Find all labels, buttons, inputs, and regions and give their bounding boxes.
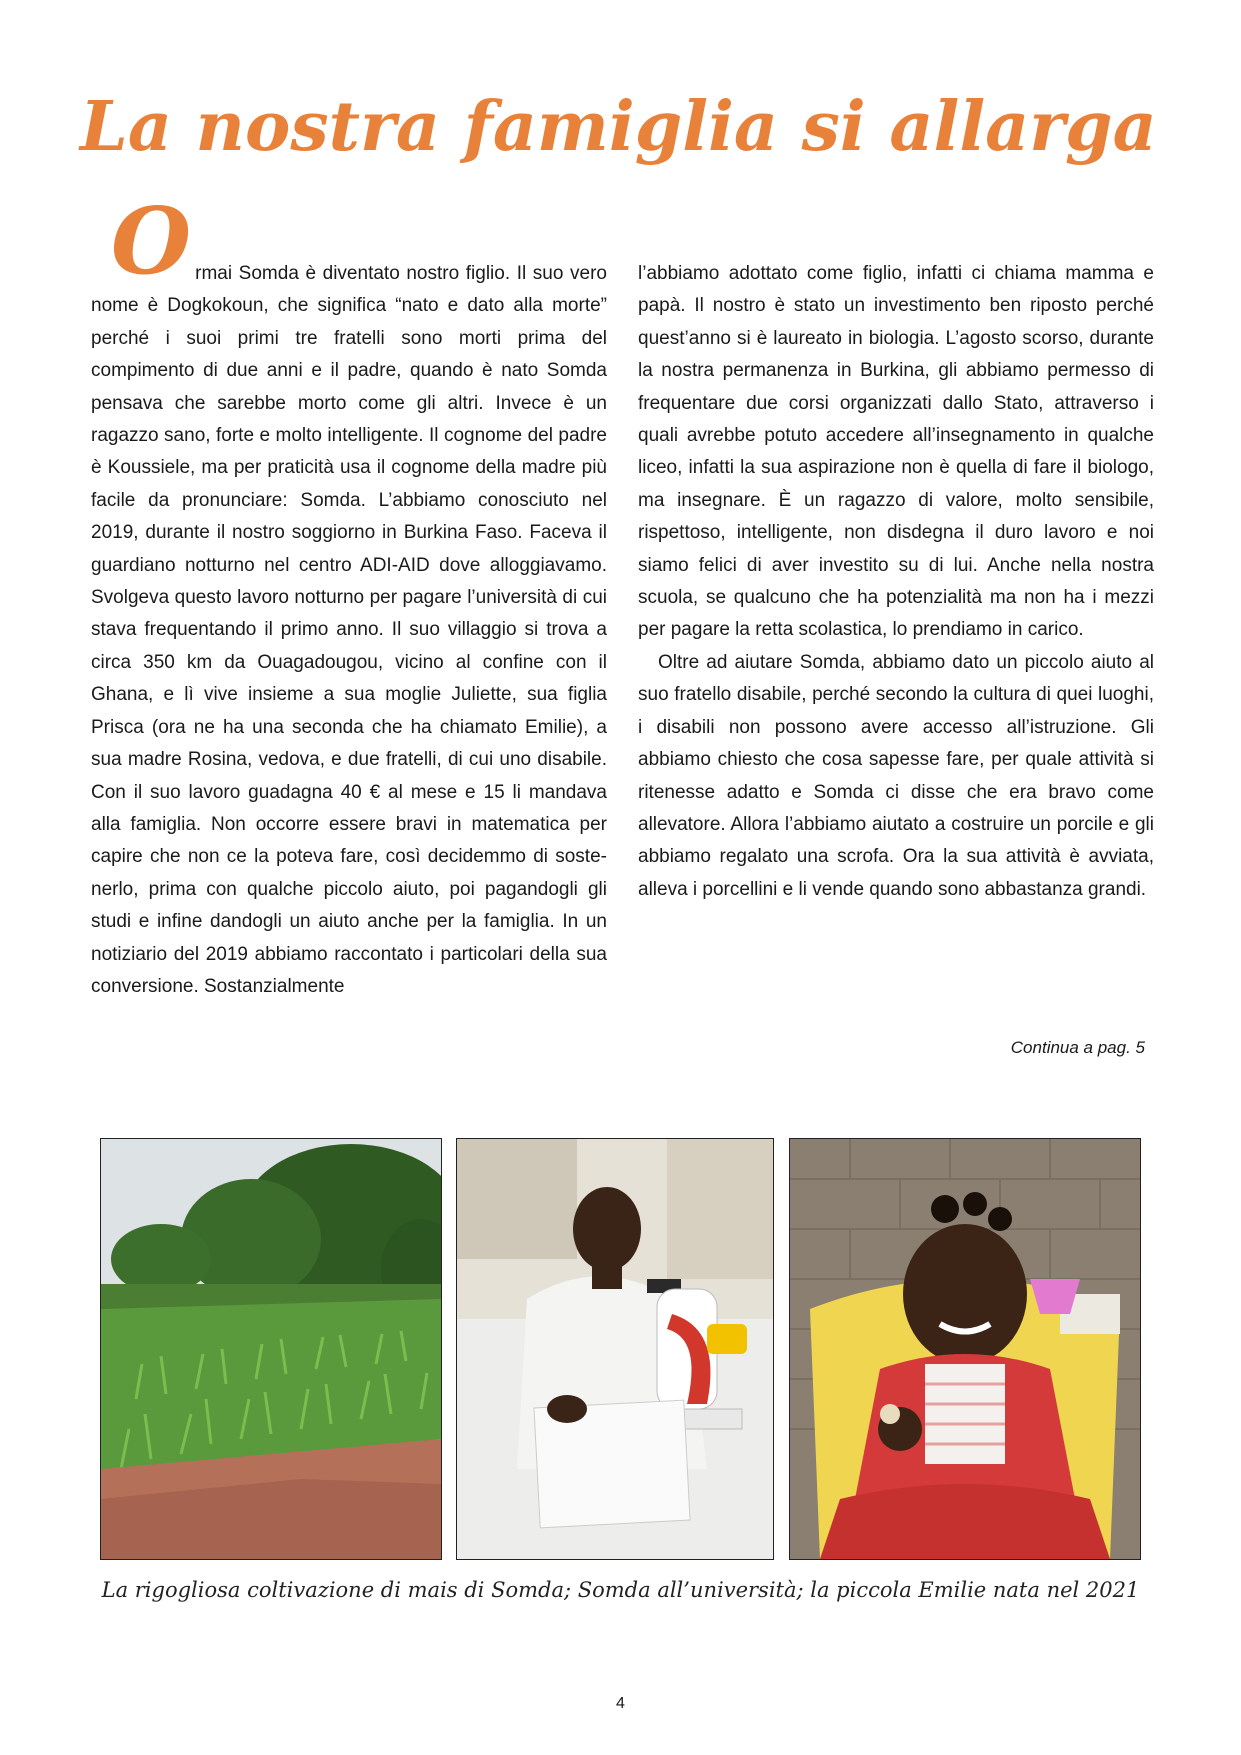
article-paragraph: l’abbiamo adottato come figlio, infatti ci chiama mamma e papà. Il nostro è stato un investimento ben riposto perché quest’anno si è laureato in biologia. L’agosto scorso, durante la nostra permanenza in Burkina, gli abbiamo permesso di frequentare due corsi organizzati dallo Stato, attraverso i quali avrebbe potuto accedere all’insegnamento in qualche liceo, infatti la sua aspirazione non è quella di fare il biologo, ma insegnare. È un ragazzo di valore, molto sensibile, rispettoso, intelligente, non disdegna il duro lavoro e noi siamo felici di aver investito su di lui. Anche nella nostra scuola, se qualcuno che ha potenzialità ma non ha i mezzi per pagare la retta scolastica, lo prendiamo in carico. bbox=[638, 263, 1154, 641]
photo-caption: La rigogliosa coltivazione di mais di Somda; Somda all’università; la piccola Emilie nata nel 2021 bbox=[101, 1578, 1140, 1602]
article-column-right bbox=[638, 258, 1154, 906]
article-text-left: rmai Somda è diventato nostro figlio. Il suo vero nome è Dogkokoun, che significa “nato e dato alla morte” perché i suoi primi tre fratelli sono morti prima del compimento di due anni e il padre, quando è nato Somda pensava che sarebbe morto come gli altri. Invece è un ragazzo sano, forte e molto intelligente. Il cognome del padre è Koussiele, ma per praticità usa il cognome della madre più facile da pronunciare: Somda. L’abbiamo conosciuto nel 2019, durante il nostro soggiorno in Burkina Faso. Faceva il guardiano notturno nel centro ADI-AID dove alloggiavamo. Svolgeva questo lavoro notturno per pagare l’università di cui stava frequentando il primo anno. Il suo villaggio si trova a circa 350 km da Ouagadougou, vicino al confine con il Ghana, e lì vive insieme a sua moglie Juliette, sua figlia Prisca (ora ne ha una seconda che ha chiamato Emilie), a sua madre Rosina, vedova, e due fratelli, di cui uno disabile. Con il suo lavoro guadagna 40 € al mese e 15 li mandava alla famiglia. Non occorre essere bravi in matematica per capire che non ce la poteva fare, così decidemmo di sostenerlo, prima con qualche piccolo aiuto, poi pagandogli gli studi e infine dandogli un aiuto anche per la famiglia. In un notiziario del 2019 abbiamo raccontato i particolari della sua conversione. Sostanzialmente bbox=[91, 263, 607, 997]
article-column-left bbox=[91, 187, 607, 1003]
article-paragraph bbox=[91, 187, 607, 1003]
continued-note: Continua a pag. 5 bbox=[1010, 1038, 1145, 1057]
article-paragraph: Oltre ad aiutare Somda, abbiamo dato un piccolo aiuto al suo fratello disabile, perché secondo la cultura di quei luoghi, i disabili non possono avere accesso all’istruzione. Gli abbiamo chiesto che cosa sapesse fare, per quale attività si ritenesse adatto e Somda ci disse che era bravo come allevatore. Allora l’abbiamo aiutato a costruire un porcile e gli abbiamo regalato una scrofa. Ora la sua attività è avviata, alleva i porcellini e li vende quando sono abbastanza grandi. bbox=[638, 651, 1154, 900]
photo-emilie bbox=[789, 1138, 1141, 1560]
drop-cap: O bbox=[111, 187, 192, 295]
maize-field-image bbox=[101, 1139, 441, 1559]
emilie-image bbox=[790, 1139, 1140, 1559]
page-title: La nostra famiglia si allarga bbox=[80, 87, 1157, 167]
page-number: 4 bbox=[616, 1695, 625, 1712]
somda-lab-image bbox=[457, 1139, 773, 1559]
photo-maize-field bbox=[100, 1138, 442, 1560]
photo-somda-university bbox=[456, 1138, 774, 1560]
